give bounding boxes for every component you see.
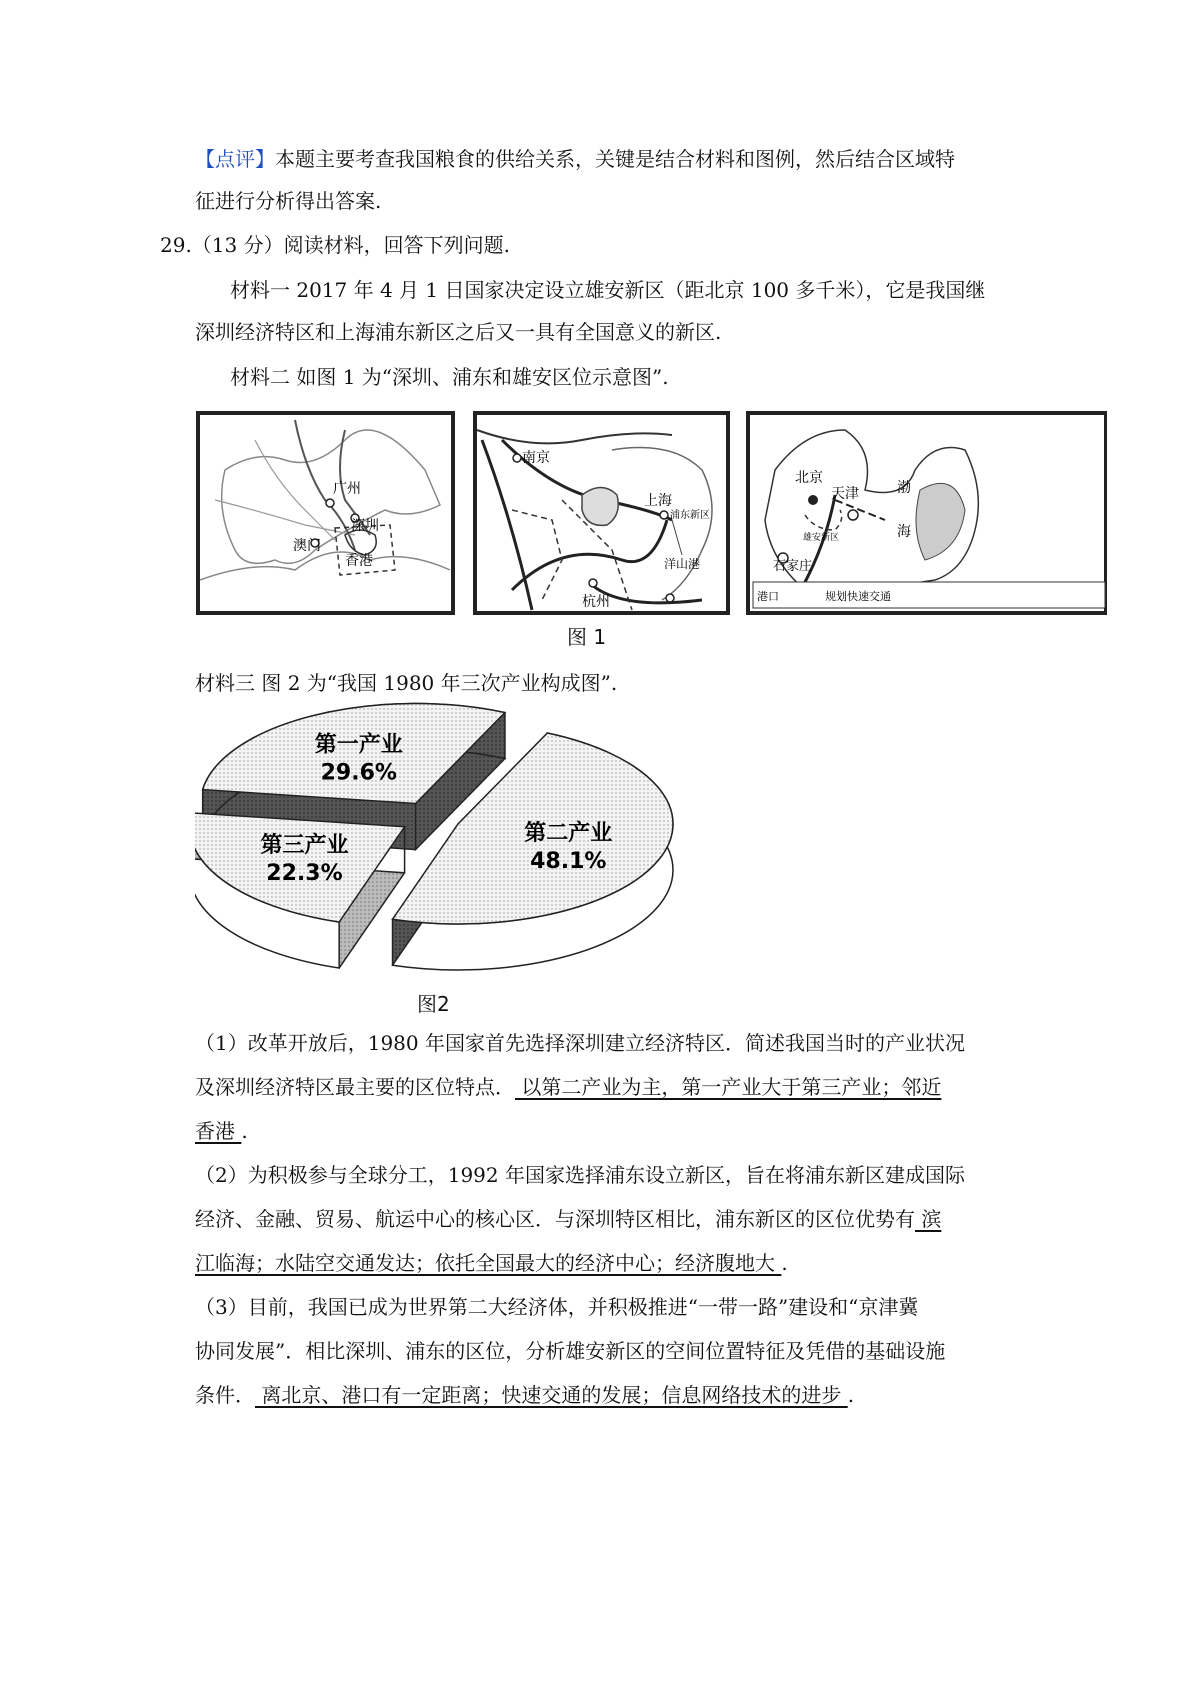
- q1-line-3: 香港 .: [195, 1119, 248, 1143]
- map3-label-bo: 渤: [897, 480, 911, 496]
- q3-line-1: （3）目前，我国已成为世界第二大经济体，并积极推进“一带一路”建设和“京津冀: [195, 1295, 919, 1319]
- q2-answer-part-2: 江临海；水陆空交通发达；依托全国最大的经济中心；经济腹地大: [195, 1251, 782, 1275]
- material-2: 材料二 如图 1 为“深圳、浦东和雄安区位示意图”.: [230, 365, 669, 389]
- q3-line-3: 条件． 离北京、港口有一定距离；快速交通的发展；信息网络技术的进步 .: [195, 1383, 855, 1407]
- figure-2-pie: [195, 700, 675, 985]
- q3-answer: 离北京、港口有一定距离；快速交通的发展；信息网络技术的进步: [255, 1383, 848, 1407]
- review-tag: 【点评】: [195, 147, 275, 171]
- map1-label-hongkong: 香港: [345, 553, 373, 569]
- map3-label-tianjin: 天津: [831, 486, 859, 502]
- map3-label-hai: 海: [897, 524, 911, 540]
- q1-line-2: 及深圳经济特区最主要的区位特点． 以第二产业为主，第一产业大于第三产业；邻近: [195, 1075, 942, 1099]
- pie-label-secondary-name: 第二产业: [524, 820, 613, 846]
- pie-label-primary-name: 第一产业: [314, 732, 403, 758]
- map2-label-nanjing: 南京: [522, 450, 550, 466]
- map1-label-shenzhen: 深圳: [351, 518, 379, 534]
- material-1-line-2: 深圳经济特区和上海浦东新区之后又一具有全国意义的新区.: [195, 320, 722, 344]
- figure-1-maps: [195, 410, 1107, 620]
- material-1-line-1: 材料一 2017 年 4 月 1 日国家决定设立雄安新区（距北京 100 多千米），它是我国继: [230, 278, 986, 302]
- q2-line-2: 经济、金融、贸易、航运中心的核心区．与深圳特区相比，浦东新区的区位优势有 滨: [195, 1207, 942, 1231]
- map2-label-pudong: 浦东新区: [670, 510, 710, 521]
- q2-line-1: （2）为积极参与全球分工，1992 年国家选择浦东设立新区，旨在将浦东新区建成国际: [195, 1163, 965, 1187]
- pie-label-tertiary-value: 22.3%: [266, 861, 343, 887]
- question-header: 29.（13 分）阅读材料，回答下列问题.: [160, 233, 510, 257]
- map1-label-guangzhou: 广州: [333, 481, 361, 497]
- review-line-1: 【点评】本题主要考查我国粮食的供给关系，关键是结合材料和图例，然后结合区域特: [195, 147, 955, 171]
- review-line-2: 征进行分析得出答案.: [195, 189, 382, 213]
- map-shenzhen: [198, 413, 453, 613]
- q2-line-3: 江临海；水陆空交通发达；依托全国最大的经济中心；经济腹地大 .: [195, 1251, 788, 1275]
- pie-label-primary-value: 29.6%: [320, 760, 397, 786]
- map3-label-shijiazhuang: 石家庄: [773, 559, 813, 574]
- map-pudong: [475, 413, 728, 613]
- map2-label-shanghai: 上海: [644, 493, 672, 509]
- figure-2-caption: 图2: [417, 992, 450, 1016]
- q1-answer-part-1: 以第二产业为主，第一产业大于第三产业；邻近: [515, 1075, 942, 1099]
- map2-label-yangshan: 洋山港: [664, 557, 701, 571]
- q3-line-2: 协同发展”．相比深圳、浦东的区位，分析雄安新区的空间位置特征及凭借的基础设施: [195, 1339, 946, 1363]
- pie-label-secondary-value: 48.1%: [530, 848, 607, 874]
- map1-label-macau: 澳门: [293, 538, 321, 554]
- map3-legend-rail: 规划快速交通: [825, 590, 891, 603]
- pie-label-tertiary-name: 第三产业: [260, 833, 349, 859]
- q1-answer-part-2: 香港: [195, 1119, 242, 1143]
- q1-line-1: （1）改革开放后，1980 年国家首先选择深圳建立经济特区．简述我国当时的产业状况: [195, 1031, 965, 1055]
- map3-label-beijing: 北京: [795, 470, 823, 486]
- figure-1-caption: 图 1: [567, 625, 607, 649]
- map3-label-xiongan: 雄安新区: [803, 533, 840, 543]
- map3-legend-port: 港口: [757, 590, 779, 603]
- map-xiongan: [748, 413, 1106, 613]
- map2-label-hangzhou: 杭州: [582, 594, 610, 610]
- material-3: 材料三 图 2 为“我国 1980 年三次产业构成图”.: [195, 671, 618, 695]
- q2-answer-part-1: 滨: [915, 1207, 942, 1231]
